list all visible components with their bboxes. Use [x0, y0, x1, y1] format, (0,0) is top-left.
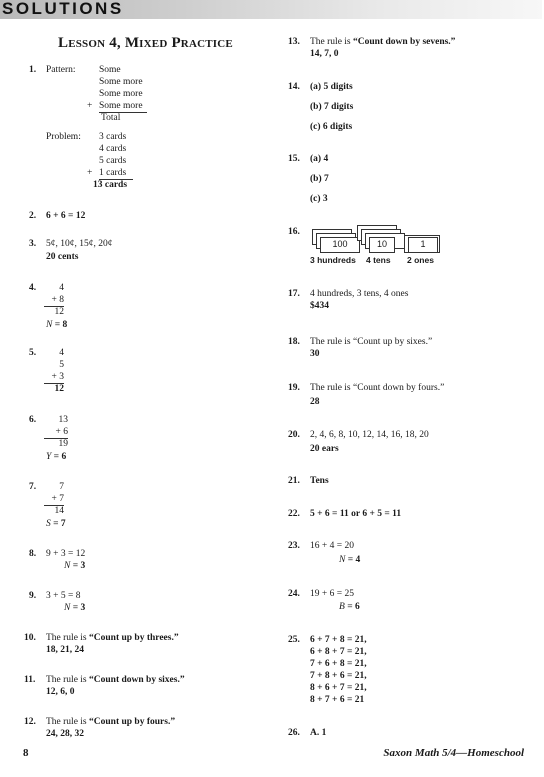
variable: B [339, 602, 345, 612]
problem-number: 5. [29, 348, 37, 358]
answer-c: (c) 6 digits [310, 122, 353, 132]
pattern-line: Some more [99, 100, 147, 113]
cards-total: 13 cards [93, 180, 128, 190]
question: 2, 4, 6, 8, 10, 12, 14, 16, 18, 20 [310, 430, 429, 440]
answer-b: (b) 7 [310, 174, 329, 184]
problem-number: 4. [29, 283, 37, 293]
sum: 12 [54, 307, 64, 317]
problem-number: 22. [288, 509, 300, 519]
problem-number: 6. [29, 415, 37, 425]
problem-number: 13. [288, 37, 300, 47]
value: = 3 [70, 603, 86, 613]
answer: 5 + 6 = 11 or 6 + 5 = 11 [310, 509, 402, 519]
question-text: The rule is [310, 37, 354, 47]
question: 4 hundreds, 3 tens, 4 ones [310, 289, 409, 299]
answer-a: (a) 4 [310, 154, 329, 164]
rule-text: “Count up by threes.” [89, 633, 179, 643]
addend: + 6 [44, 426, 68, 439]
equation [339, 554, 360, 566]
problem-number: 17. [288, 289, 300, 299]
problem-number: 26. [288, 728, 300, 738]
answer: 12, 6, 0 [46, 687, 75, 697]
answer-b: (b) 7 digits [310, 102, 354, 112]
problem-number: 10. [24, 633, 36, 643]
question [46, 674, 185, 686]
equation: 3 + 5 = 8 [46, 591, 81, 601]
ones-block: 1 [408, 237, 438, 253]
question-text: The rule is [46, 633, 90, 643]
hundreds-block: 100 [320, 237, 360, 253]
variable: Y [46, 452, 52, 462]
problem-number: 18. [288, 337, 300, 347]
problem-number: 25. [288, 635, 300, 645]
book-title: Saxon Math 5/4—Homeschool [383, 747, 524, 759]
sum: 14 [54, 506, 64, 516]
answer: Tens [310, 476, 329, 486]
answer: 20 ears [310, 444, 339, 454]
answer-line: 7 + 8 + 6 = 21, [310, 671, 367, 681]
answer: 30 [310, 349, 320, 359]
question [46, 632, 179, 644]
tens-label: 4 tens [366, 255, 391, 265]
plus-sign: + [87, 101, 93, 111]
sum: 12 [54, 384, 64, 394]
addend: 7 [59, 482, 64, 492]
addend: + 3 [44, 371, 64, 384]
answer: A. 1 [310, 728, 327, 738]
problem-number: 24. [288, 589, 300, 599]
problem-number: 23. [288, 541, 300, 551]
answer-line: 8 + 6 + 7 = 21, [310, 683, 367, 693]
banner-title: SOLUTIONS [2, 0, 124, 18]
answer-line: 6 + 7 + 8 = 21, [310, 635, 367, 645]
equation: 16 + 4 = 20 [310, 541, 354, 551]
equation: 9 + 3 = 12 [46, 549, 86, 559]
answer-c: (c) 3 [310, 194, 328, 204]
addend: + 8 [44, 294, 64, 307]
cards-line: 4 cards [99, 144, 127, 154]
addend: 4 [59, 283, 64, 293]
problem-number: 19. [288, 383, 300, 393]
question-text: The rule is [46, 675, 90, 685]
equation [339, 601, 360, 613]
problem-number: 11. [24, 675, 36, 685]
problem-number: 12. [24, 717, 36, 727]
question [46, 716, 175, 728]
pattern-line: Some more [99, 77, 143, 87]
ones-label: 2 ones [407, 255, 434, 265]
page-number: 8 [23, 747, 29, 759]
rule-text: “Count down by sixes.” [89, 675, 185, 685]
solutions-banner [0, 0, 542, 19]
problem-number: 3. [29, 239, 37, 249]
variable: N [64, 603, 71, 613]
answer-line: 7 + 6 + 8 = 21, [310, 659, 367, 669]
variable: N [339, 555, 346, 565]
problem-number: 21. [288, 476, 300, 486]
variable: S [46, 519, 51, 529]
sum: 19 [58, 439, 68, 449]
addend: + 7 [44, 493, 64, 506]
rule-text: “Count down by sevens.” [353, 37, 456, 47]
plus-sign: + [87, 168, 93, 178]
problem-number: 16. [288, 227, 300, 237]
lesson-title: Lesson 4, Mixed Practice [58, 35, 233, 51]
pattern-line: Some [99, 65, 121, 75]
cards-line: 5 cards [99, 156, 127, 166]
problem-number: 1. [29, 65, 37, 75]
equation: 19 + 6 = 25 [310, 589, 354, 599]
value: = 4 [345, 555, 361, 565]
problem-number: 9. [29, 591, 37, 601]
hundreds-label: 3 hundreds [310, 255, 356, 265]
question: The rule is “Count down by fours.” [310, 383, 445, 393]
value: = 6 [51, 452, 67, 462]
equation [64, 602, 85, 614]
cards-line: 3 cards [99, 132, 127, 142]
problem-number: 7. [29, 482, 37, 492]
problem-number: 2. [29, 211, 37, 221]
answer: $434 [310, 301, 329, 311]
problem-number: 14. [288, 82, 300, 92]
value: = 6 [344, 602, 360, 612]
value: = 7 [50, 519, 66, 529]
equation [46, 451, 66, 463]
pattern-label: Pattern: [46, 65, 76, 75]
value: = 3 [70, 561, 86, 571]
variable: N [46, 320, 53, 330]
question-text: The rule is [46, 717, 90, 727]
rule-text: “Count up by fours.” [89, 717, 176, 727]
answer-a: (a) 5 digits [310, 82, 353, 92]
question: 5¢, 10¢, 15¢, 20¢ [46, 239, 113, 249]
problem-number: 8. [29, 549, 37, 559]
answer: 24, 28, 32 [46, 729, 84, 739]
variable: N [64, 561, 71, 571]
answer-line: 6 + 8 + 7 = 21, [310, 647, 367, 657]
cards-line: 1 cards [99, 167, 133, 180]
answer-line: 8 + 7 + 6 = 21 [310, 695, 365, 705]
answer: 6 + 6 = 12 [46, 211, 86, 221]
question [310, 36, 455, 48]
addend: 13 [58, 415, 68, 425]
value: = 8 [52, 320, 68, 330]
answer: 20 cents [46, 252, 79, 262]
addend: 5 [59, 360, 64, 370]
answer: 18, 21, 24 [46, 645, 84, 655]
equation [46, 319, 67, 331]
problem-number: 20. [288, 430, 300, 440]
addend: 4 [59, 348, 64, 358]
answer: 14, 7, 0 [310, 49, 339, 59]
equation [64, 560, 85, 572]
equation [46, 518, 66, 530]
question: The rule is “Count up by sixes.” [310, 337, 433, 347]
answer: 28 [310, 397, 320, 407]
pattern-line: Some more [99, 89, 143, 99]
pattern-total: Total [101, 113, 121, 123]
problem-number: 15. [288, 154, 300, 164]
tens-block: 10 [369, 237, 395, 253]
problem-label: Problem: [46, 132, 81, 142]
